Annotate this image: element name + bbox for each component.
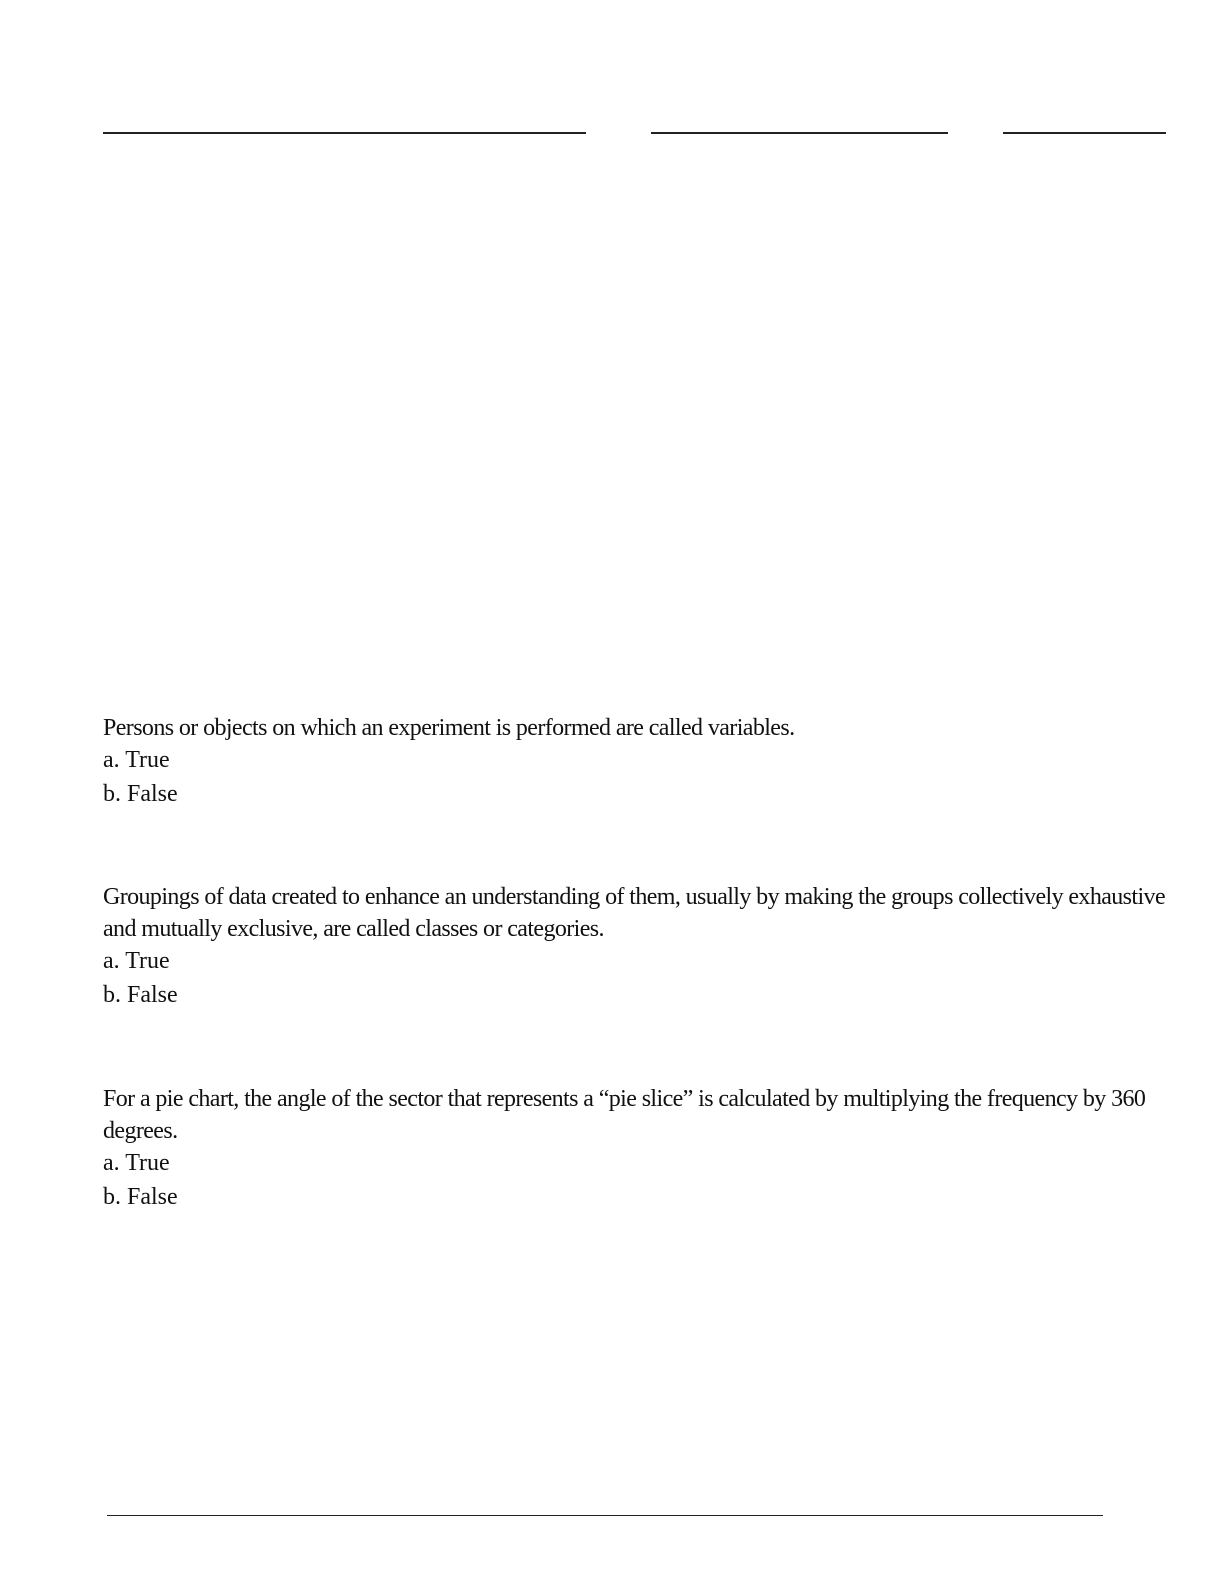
question-2 [103,881,1173,1013]
choice-false: b. False [103,982,178,1008]
footer-divider [107,1515,1103,1516]
question-1 [103,712,1173,812]
header-blank-line-class [651,132,948,134]
choice-true: a. True [103,948,170,974]
choice-false: b. False [103,1184,178,1210]
question-3 [103,1083,1173,1215]
choice-true: a. True [103,747,170,773]
question-stem: Persons or objects on which an experiment is performed are called variables. [103,715,795,741]
choice-false: b. False [103,781,178,807]
question-stem: Groupings of data created to enhance an understanding of them, usually by making the groups collectively exhaustive and mutually exclusive, are called classes or categories. [103,884,1166,942]
choice-true: a. True [103,1150,170,1176]
question-stem: For a pie chart, the angle of the sector that represents a “pie slice” is calculated by multiplying the frequency by 360 degrees. [103,1086,1146,1144]
header-blank-line-name [103,132,586,134]
header-blank-line-date [1003,132,1166,134]
